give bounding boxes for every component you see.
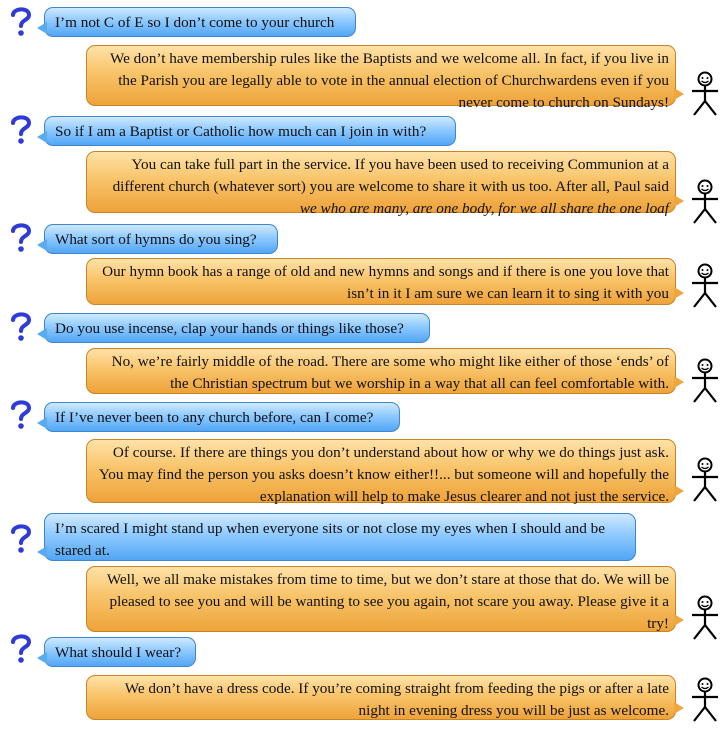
question-mark-icon (6, 398, 36, 430)
answer-quote: we who are many, are one body, for we all share the one loaf (299, 200, 669, 217)
answer-bubble (86, 45, 676, 111)
answer-bubble (86, 258, 676, 305)
question-mark-icon (6, 632, 36, 664)
answer-text: You can take full part in the service. If you have been used to receiving Communion at a different church (whatever sort) you are welcome to share it with us too. After all, Paul said (112, 156, 669, 195)
answer-text: Well, we all make mistakes from time to time, but we don’t stare at those that do. We will be pleased to see you and will be wanting to see you again, not scare you away. Please give it a try! (106, 571, 669, 632)
answer-bubble (86, 675, 676, 720)
stick-figure-icon (688, 262, 722, 310)
answer-text: We don’t have a dress code. If you’re coming straight from feeding the pigs or after a late night in evening dress you will be just as welcome. (124, 680, 669, 719)
question-bubble (44, 513, 636, 561)
stick-figure-icon (688, 357, 722, 405)
stick-figure-icon (688, 178, 722, 226)
answer-bubble (86, 439, 676, 503)
question-bubble (44, 7, 356, 37)
stick-figure-icon (688, 456, 722, 504)
answer-bubble (86, 566, 676, 632)
stick-figure-icon (688, 594, 722, 642)
question-bubble (44, 224, 278, 254)
question-mark-icon (6, 310, 36, 342)
answer-text: Our hymn book has a range of old and new hymns and songs and if there is one you love that isn’t in it I am sure we can learn it to sing it with you (102, 263, 669, 302)
question-bubble (44, 402, 400, 432)
stick-figure-icon (688, 70, 722, 118)
question-bubble (44, 637, 196, 667)
question-mark-icon (6, 221, 36, 253)
question-text: What should I wear? (55, 644, 182, 661)
question-text: So if I am a Baptist or Catholic how much can I join in with? (55, 123, 427, 140)
question-mark-icon (6, 522, 36, 554)
question-text: Do you use incense, clap your hands or things like those? (55, 320, 404, 337)
question-bubble (44, 313, 430, 343)
question-mark-icon (6, 113, 36, 145)
question-text: I’m scared I might stand up when everyone sits or not close my eyes when I should and be stared at. (55, 520, 605, 559)
question-mark-icon (6, 5, 36, 37)
answer-bubble (86, 151, 676, 217)
stick-figure-icon (688, 676, 722, 724)
answer-text: No, we’re fairly middle of the road. There are some who might like either of those ‘ends’ of the Christian spectrum but we worship in a way that all can feel comfortable with. (111, 353, 669, 392)
question-bubble (44, 116, 456, 146)
answer-text: We don’t have membership rules like the Baptists and we welcome all. In fact, if you live in the Parish you are legally able to vote in the annual election of Churchwardens even if you never come to church on Sundays! (109, 50, 669, 111)
answer-text: Of course. If there are things you don’t understand about how or why we do things just ask. You may find the person you asks doesn’t know either!!... but someone will and hopefully the explanation will help to make Jesus clearer and not just the service. (98, 444, 669, 505)
question-text: I’m not C of E so I don’t come to your church (55, 14, 335, 31)
question-text: If I’ve never been to any church before, can I come? (55, 409, 374, 426)
answer-bubble (86, 348, 676, 394)
question-text: What sort of hymns do you sing? (55, 231, 257, 248)
